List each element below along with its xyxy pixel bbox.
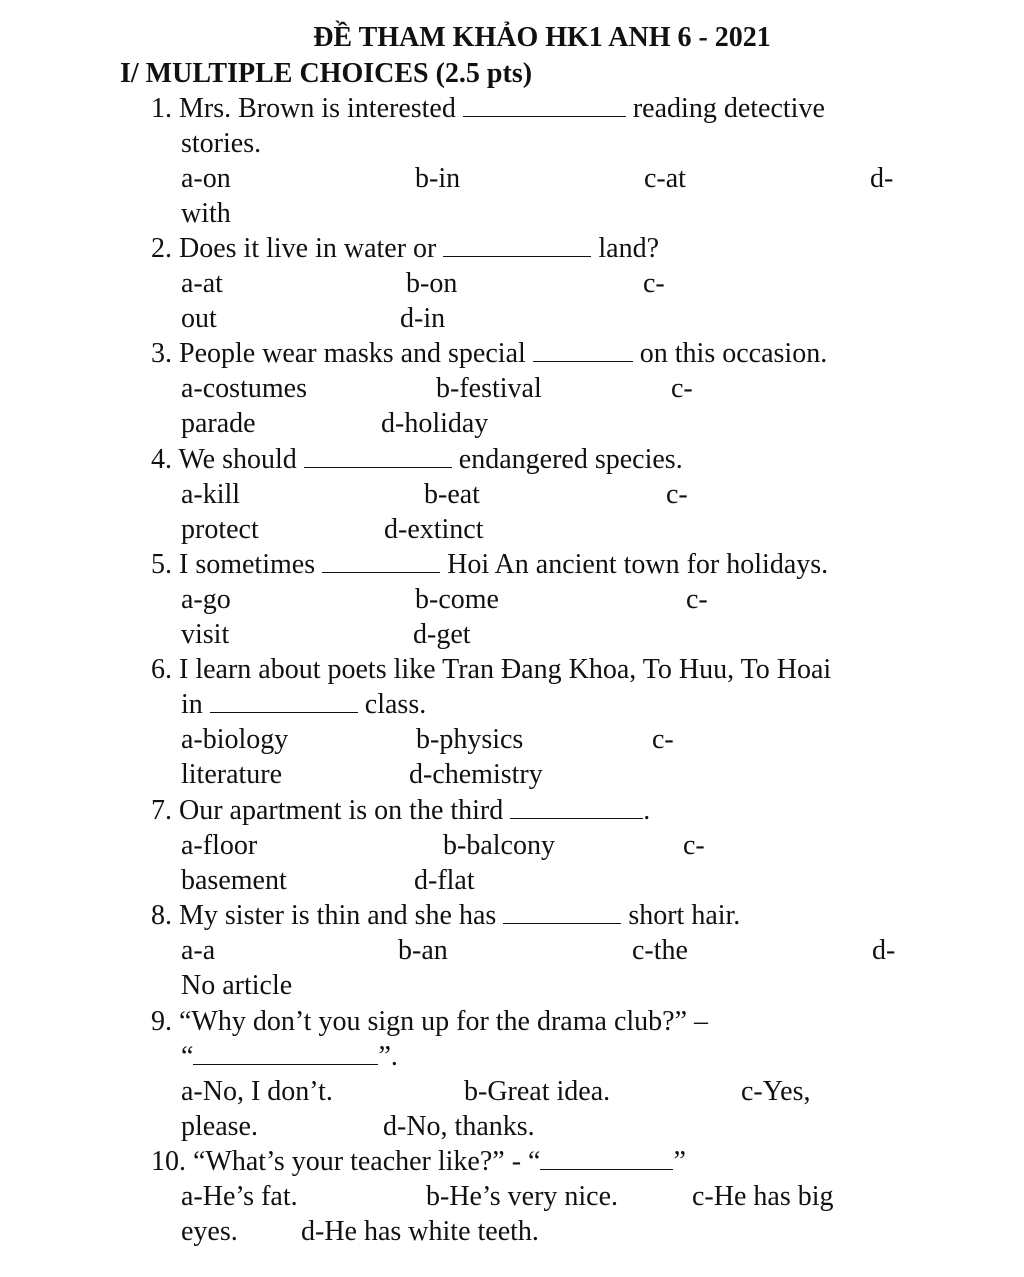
option-d-continued: No article	[181, 970, 293, 1001]
question-5	[151, 548, 828, 582]
question-number: 9.	[151, 1006, 172, 1037]
question-text: Hoi An ancient town for holidays.	[440, 549, 829, 580]
option-d[interactable]: d-in	[400, 303, 446, 334]
answer-blank[interactable]	[443, 234, 591, 257]
option-c-continued: protect	[181, 514, 259, 545]
question-number: 4.	[151, 444, 172, 475]
option-c[interactable]: c-	[683, 830, 705, 861]
option-d[interactable]: d-	[870, 163, 894, 194]
option-c[interactable]: c-at	[644, 163, 686, 194]
question-text: ”.	[378, 1041, 398, 1072]
option-d[interactable]: d-chemistry	[409, 759, 543, 790]
question-text: Our apartment is on the third	[179, 795, 511, 826]
option-b[interactable]: b-festival	[436, 373, 542, 404]
question-text: “	[181, 1041, 194, 1072]
answer-blank[interactable]	[304, 445, 452, 468]
question-text: Does it live in water or	[179, 233, 444, 264]
document-title: ĐỀ THAM KHẢO HK1 ANH 6 - 2021	[313, 22, 771, 53]
option-c-continued: out	[181, 303, 217, 334]
question-number: 5.	[151, 549, 172, 580]
option-c[interactable]: c-He has big	[692, 1181, 834, 1212]
question-text: endangered species.	[451, 444, 683, 475]
option-a[interactable]: a-biology	[181, 724, 289, 755]
question-text: ”	[673, 1146, 686, 1177]
option-d[interactable]: d-	[872, 935, 896, 966]
answer-blank[interactable]	[322, 550, 440, 573]
option-c[interactable]: c-	[652, 724, 674, 755]
question-number: 1.	[151, 93, 172, 124]
section-heading: I/ MULTIPLE CHOICES (2.5 pts)	[120, 58, 533, 89]
question-text: I sometimes	[179, 549, 323, 580]
option-a[interactable]: a-a	[181, 935, 216, 966]
option-c-continued: basement	[181, 865, 287, 896]
question-text: on this occasion.	[632, 338, 828, 369]
option-a[interactable]: a-No, I don’t.	[181, 1076, 333, 1107]
option-b[interactable]: b-balcony	[443, 830, 555, 861]
option-b[interactable]: b-in	[415, 163, 461, 194]
option-d[interactable]: d-extinct	[384, 514, 484, 545]
option-c[interactable]: c-Yes,	[741, 1076, 811, 1107]
option-d[interactable]: d-He has white teeth.	[301, 1216, 539, 1247]
option-c-continued: literature	[181, 759, 283, 790]
option-c[interactable]: c-the	[632, 935, 688, 966]
option-d-continued: with	[181, 198, 231, 229]
option-c[interactable]: c-	[686, 584, 708, 615]
option-b[interactable]: b-He’s very nice.	[426, 1181, 619, 1212]
question-text: People wear masks and special	[179, 338, 533, 369]
option-b[interactable]: b-come	[415, 584, 499, 615]
option-b[interactable]: b-eat	[424, 479, 480, 510]
question-text: class.	[357, 689, 427, 720]
option-a[interactable]: a-floor	[181, 830, 258, 861]
question-text-continued	[181, 1040, 398, 1074]
question-text: in	[181, 689, 210, 720]
question-text: “What’s your teacher like?” - “	[193, 1146, 541, 1177]
option-c[interactable]: c-	[666, 479, 688, 510]
question-text-continued: stories.	[181, 128, 262, 159]
option-c[interactable]: c-	[671, 373, 693, 404]
question-4	[151, 443, 683, 477]
question-text: We should	[178, 444, 304, 475]
question-text: “Why don’t you sign up for the drama club?” –	[179, 1006, 709, 1037]
answer-blank[interactable]	[210, 690, 358, 713]
question-number: 3.	[151, 338, 172, 369]
question-text: land?	[591, 233, 660, 264]
option-c-continued: visit	[181, 619, 230, 650]
answer-blank[interactable]	[463, 94, 626, 117]
question-number: 6.	[151, 654, 172, 685]
question-text: short hair.	[621, 900, 741, 931]
option-b[interactable]: b-on	[406, 268, 458, 299]
answer-blank[interactable]	[533, 339, 633, 362]
question-text: My sister is thin and she has	[179, 900, 504, 931]
question-text: I learn about poets like Tran Đang Khoa, To Huu, To Hoai	[179, 654, 832, 685]
option-a[interactable]: a-at	[181, 268, 223, 299]
option-c[interactable]: c-	[643, 268, 665, 299]
option-a[interactable]: a-costumes	[181, 373, 307, 404]
option-b[interactable]: b-Great idea.	[464, 1076, 611, 1107]
question-7	[151, 794, 650, 828]
question-1	[151, 92, 825, 126]
option-a[interactable]: a-on	[181, 163, 231, 194]
option-c-continued: parade	[181, 408, 256, 439]
option-d[interactable]: d-No, thanks.	[383, 1111, 535, 1142]
option-a[interactable]: a-go	[181, 584, 231, 615]
answer-blank[interactable]	[503, 901, 621, 924]
question-10	[151, 1145, 686, 1179]
option-c-continued: eyes.	[181, 1216, 238, 1247]
question-text-continued	[181, 688, 426, 722]
option-b[interactable]: b-an	[398, 935, 448, 966]
option-d[interactable]: d-holiday	[381, 408, 489, 439]
question-number: 2.	[151, 233, 172, 264]
answer-blank[interactable]	[540, 1147, 673, 1170]
question-8	[151, 899, 740, 933]
question-text: Mrs. Brown is interested	[179, 93, 463, 124]
question-9	[151, 1005, 708, 1039]
answer-blank[interactable]	[193, 1042, 378, 1065]
option-d[interactable]: d-get	[413, 619, 471, 650]
question-2	[151, 232, 659, 266]
question-number: 10.	[151, 1146, 186, 1177]
option-c-continued: please.	[181, 1111, 258, 1142]
option-d[interactable]: d-flat	[414, 865, 475, 896]
question-text: .	[643, 795, 651, 826]
question-6	[151, 653, 831, 687]
option-b[interactable]: b-physics	[416, 724, 524, 755]
question-3	[151, 337, 827, 371]
question-text: reading detective	[625, 93, 825, 124]
question-number: 8.	[151, 900, 172, 931]
question-number: 7.	[151, 795, 172, 826]
answer-blank[interactable]	[510, 796, 643, 819]
option-a[interactable]: a-He’s fat.	[181, 1181, 298, 1212]
option-a[interactable]: a-kill	[181, 479, 241, 510]
